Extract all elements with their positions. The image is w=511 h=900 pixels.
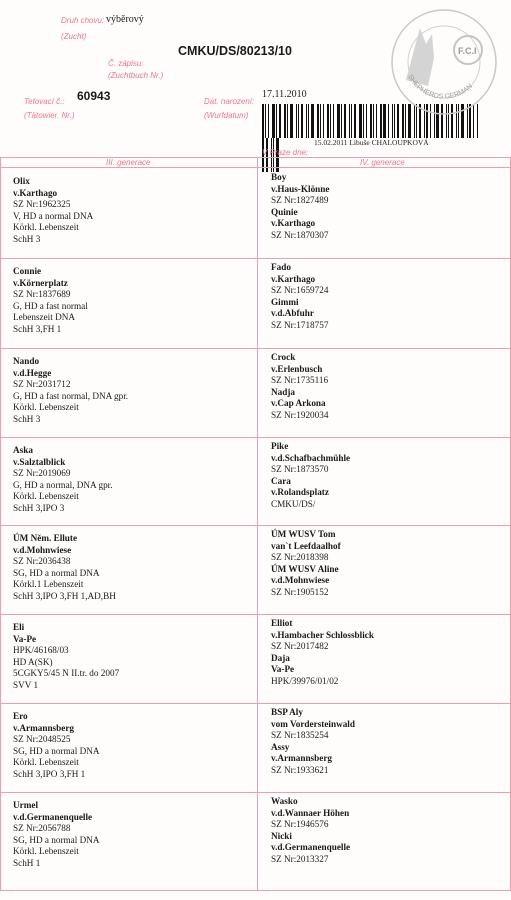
gen3-ancestor [13,800,100,869]
barcode-bar [380,104,382,138]
kennel-name: Va-Pe [13,633,37,644]
gen3-header: III. generace [106,158,151,167]
row-border [0,258,511,259]
registration-number: CMKU/DS/ [271,498,316,509]
column-divider [257,157,258,890]
registration-number: SZ Nr:1933621 [271,764,329,775]
barcode-bar [296,104,297,138]
ancestor-detail: G, HD a normal, DNA gpr. [13,479,113,490]
barcode-bar [376,104,377,138]
ancestor-name: Boy [271,172,287,182]
barcode-bar [333,104,334,138]
barcode-bar [272,104,275,138]
kennel-name: v.Salztalblick [13,456,66,467]
ancestor-detail: Körkl. Lebenszeit [13,757,79,767]
kennel-name: v.d.Schafbachmühle [271,452,351,463]
barcode-bar [279,104,281,138]
row-border [0,890,511,891]
ancestor-name: Daja [271,652,290,663]
kennel-name: v.d.Abfuhr [271,308,314,318]
registration-number: SZ Nr:2013327 [271,853,329,864]
barcode-bar [363,104,364,138]
ancestor-detail: SchH 3 [13,233,41,244]
ancestor-name: Quinie [271,206,298,217]
ancestor-detail: SZ Nr:2036438 [13,556,71,566]
ancestor-detail: SZ Nr:1837689 [13,289,71,299]
ancestor-detail: SchH 3 [13,413,41,424]
barcode-bar [359,104,362,138]
barcode-bar [262,104,264,138]
kennel-name: van`t Leefdaalhof [271,540,341,551]
barcode-bar [290,104,293,138]
breed-label-de: (Zucht) [61,32,87,41]
ancestor-name: ÚM WUSV Tom [271,529,336,539]
tattoo-number: 60943 [77,89,111,103]
breed-label: Druh chovu: [61,16,105,25]
ancestor-detail: HPK/46168/03 [13,645,69,655]
ancestor-detail: SZ Nr:2056788 [13,823,71,833]
seal-text: F.C.I [458,46,477,56]
ancestor-name: Olix [13,176,30,186]
ancestor-name: Gimmi [271,296,299,307]
ancestor-name: Assy [271,741,290,752]
studbook-label: Č. zápisu: [108,59,144,68]
row-border [0,348,511,349]
ancestor-name: Ero [13,711,28,721]
ancestor-detail: SVV 1 [13,679,39,690]
barcode-bar [323,104,324,138]
ancestor-detail: Körkl.1 Lebenszeit [13,579,84,589]
ancestor-detail: SchH 3,IPO 3 [13,502,65,513]
ancestor-detail: Körkl. Lebenszeit [13,846,79,856]
gen4-ancestors [271,352,328,421]
ancestor-name: ÚM WUSV Aline [271,563,339,574]
ancestor-name: Wasko [271,796,298,806]
gen3-ancestor [13,356,128,425]
kennel-name: v.Karthago [271,218,316,228]
gen3-ancestor [13,533,116,602]
registration-number: SZ Nr:2018398 [271,552,329,562]
barcode-bar [308,104,309,138]
barcode-bar [276,104,277,138]
birth-label: Dat. narození: [204,97,255,106]
studbook-label-de: (Zuchtbuch Nr.) [108,71,164,80]
ancestor-detail: G, HD a fast normal, DNA gpr. [13,390,129,401]
barcode-bar [337,104,340,138]
kennel-name: v.d.Mohnwiese [271,575,330,585]
gen4-ancestors [271,262,328,331]
kennel-name: v.Karthago [271,273,316,284]
kennel-name: v.Körnerplatz [13,277,68,288]
ancestor-detail: Körkl. Lebenszeit [13,222,79,232]
ancestor-detail: SchH 3,IPO 3,FH 1,AD,BH [13,590,116,601]
barcode-bar [327,104,329,138]
kennel-name: v.Haus-Klönne [271,183,330,194]
gen4-ancestors [271,529,341,598]
row-border [0,437,511,438]
ancestor-detail: SZ Nr:2019069 [13,468,71,478]
ancestor-detail: 5CGKY5/45 N II.tr. do 2007 [13,668,120,678]
gen3-ancestor [13,622,119,691]
ancestor-name: Urmel [13,800,38,810]
registration-number: SZ Nr:2017482 [271,641,329,651]
kennel-name: v.d.Mohnwiese [13,544,72,555]
barcode-bar [349,104,350,138]
row-border [0,703,511,704]
kennel-name: v.Erlenbusch [271,363,323,374]
ancestor-detail: SchH 1 [13,857,41,868]
ancestor-detail: V, HD a normal DNA [13,210,94,221]
kennel-name: v.Armannsberg [271,753,332,763]
registry-number: CMKU/DS/80213/10 [178,44,292,58]
gen4-header: IV. generace [360,158,405,167]
ancestor-detail: SchH 3,IPO 3,FH 1 [13,768,86,779]
kennel-name: v.d.Germanenquelle [13,811,93,822]
kennel-name: v.Rolandsplatz [271,487,329,497]
barcode-bar [344,104,346,138]
ancestor-name: Eli [13,622,25,632]
gen4-ancestors [271,441,350,510]
signature-stamp: 15.02.2011 Libuše CHALOUPKOVÁ [314,138,429,147]
barcode-bar [351,104,352,138]
kennel-name: v.Armannsberg [13,722,74,733]
ancestor-detail: SZ Nr:2031712 [13,379,71,389]
kennel-name: v.d.Hegge [13,367,52,378]
registration-number: SZ Nr:1835254 [271,730,329,740]
barcode-bar [366,104,367,138]
registration-number: SZ Nr:1659724 [271,285,329,295]
ancestor-name: Fado [271,262,291,272]
barcode-bar [330,104,331,138]
breed-value: výběrový [106,14,144,25]
registration-number: SZ Nr:1946576 [271,819,329,829]
ancestor-name: Nadja [271,386,295,397]
barcode-bar [287,104,288,138]
ancestor-name: Connie [13,266,42,276]
barcode-bar [354,104,356,138]
barcode-bar [373,104,374,138]
barcode-bar [370,104,372,138]
barcode-bar [265,104,266,138]
ancestor-name: BSP Aly [271,707,303,717]
registration-number: SZ Nr:1905152 [271,586,329,597]
kennel-name: v.Karthago [13,187,58,198]
kennel-name: v.Cap Arkona [271,398,326,408]
barcode-bar [317,104,319,138]
registration-number: SZ Nr:1827489 [271,195,329,205]
ancestor-detail: HD A(SK) [13,656,53,667]
registration-number: SZ Nr:1873570 [271,464,329,474]
ancestor-detail: Körkl. Lebenszeit [13,491,79,501]
gen4-ancestors [271,796,350,865]
tattoo-label-de: (Tätowier. Nr.) [24,111,75,120]
gen4-ancestors [271,172,329,241]
row-border [0,525,511,526]
gen4-ancestors [271,618,374,687]
ancestor-detail: SG, HD a normal DNA [13,834,100,845]
birth-date: 17.11.2010 [262,89,307,100]
ancestor-name: Nicki [271,830,292,841]
registration-number: SZ Nr:1735116 [271,375,329,385]
row-border [0,614,511,615]
kennel-name: v.Hambacher Schlossblick [271,629,374,640]
table-header-border [0,167,511,168]
fci-seal-icon [388,6,500,118]
barcode-bar [298,104,299,138]
ancestor-name: Crock [271,352,296,362]
barcode-bar [341,104,342,138]
table-top-border [0,157,511,158]
registration-number: SZ Nr:1920034 [271,409,329,420]
ancestor-detail: SZ Nr:1962325 [13,199,71,209]
barcode-bar [320,104,321,138]
gen4-ancestors [271,707,355,776]
barcode-bar [268,104,269,138]
barcode-bar [284,104,286,138]
ancestor-detail: Lebenszeit DNA [13,312,75,322]
ancestor-detail: Körkl. Lebenszeit [13,402,79,412]
registration-number: HPK/39976/01/02 [271,675,339,686]
registration-number: SZ Nr:1718757 [271,319,329,330]
gen3-ancestor [13,445,113,514]
place-date-label: V Praze dne: [262,148,309,157]
barcode-bar [311,104,314,138]
ancestor-name: ÚM Něm. Ellute [13,533,78,543]
ancestor-name: Aska [13,445,33,455]
gen3-ancestor [13,176,93,245]
row-border [0,792,511,793]
table-left-border [0,157,1,890]
ancestor-detail: SchH 3,FH 1 [13,323,62,334]
ancestor-detail: SG, HD a normal DNA [13,567,100,578]
seal-ring-text: SHEPHERDS GERMAN [406,73,474,101]
ancestor-detail: G, HD a fast normal [13,300,88,311]
kennel-name: vom Vordersteinwald [271,718,355,729]
barcode-bar [383,104,386,138]
ancestor-detail: SG, HD a normal DNA [13,745,100,756]
barcode-bar [301,104,303,138]
registration-number: SZ Nr:1870307 [271,229,329,240]
birth-label-de: (Wurfdatum) [204,111,249,120]
ancestor-name: Nando [13,356,40,366]
tattoo-label: Tetovací č.: [24,97,65,106]
ancestor-name: Cara [271,475,291,486]
gen3-ancestor [13,711,100,780]
kennel-name: Va-Pe [271,664,295,674]
kennel-name: v.d.Germanenquelle [271,842,351,852]
ancestor-name: Pike [271,441,289,451]
kennel-name: v.d.Wannaer Höhen [271,807,350,818]
gen3-ancestor [13,266,88,335]
barcode-bar [306,104,307,138]
ancestor-name: Elliot [271,618,293,628]
ancestor-detail: SZ Nr:2048525 [13,734,71,744]
